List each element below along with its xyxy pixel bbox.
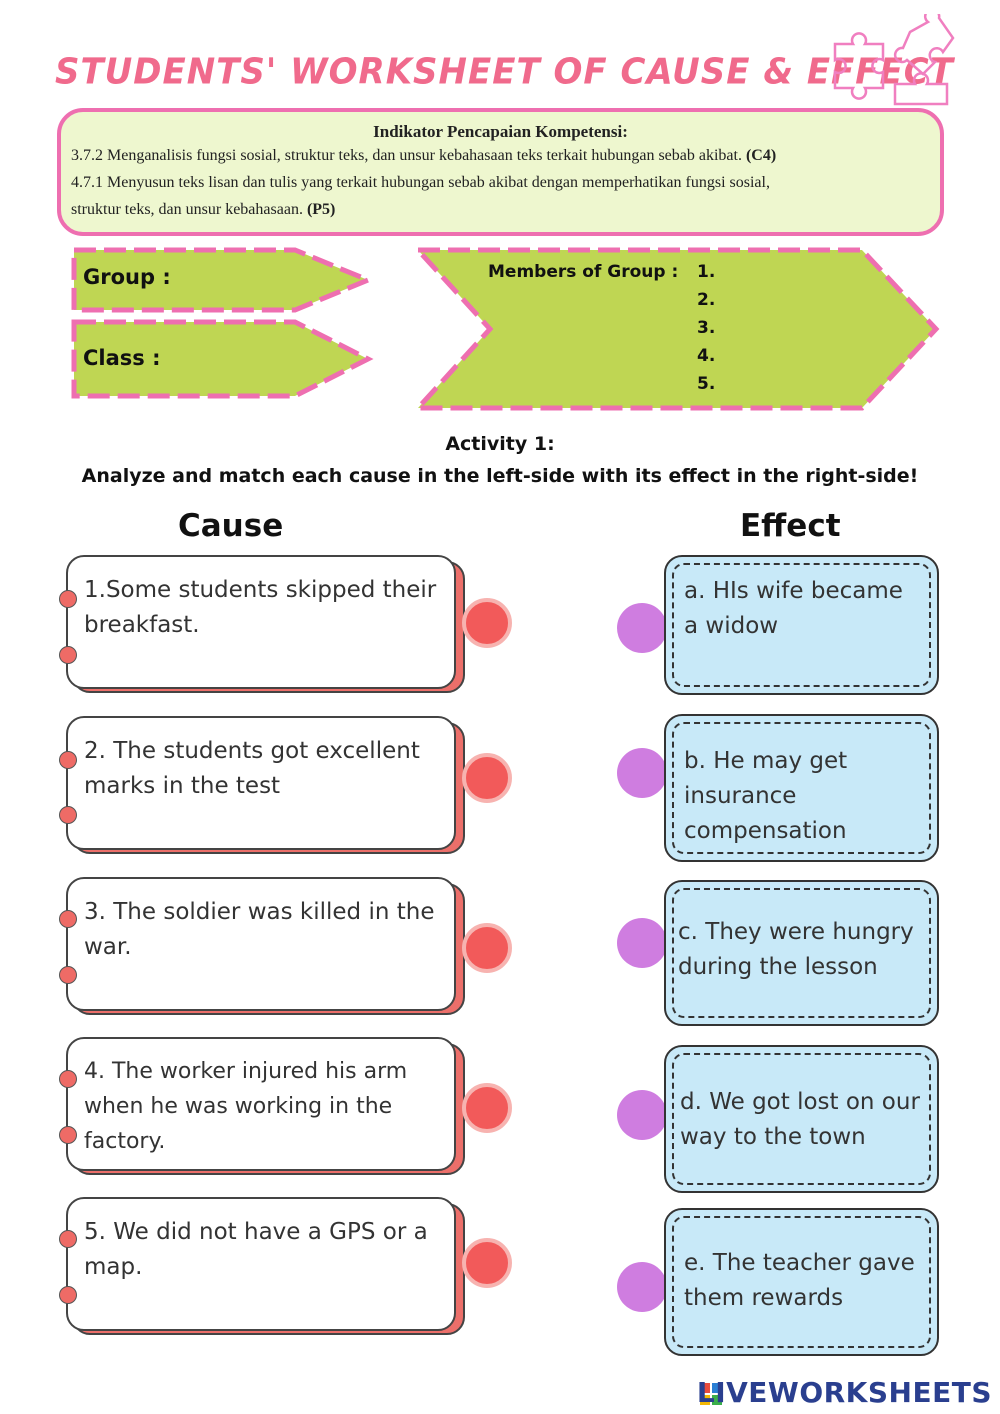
cause-match-point-5[interactable] [462, 1238, 512, 1288]
effect-text-e: e. The teacher gave them rewards [672, 1216, 931, 1348]
effect-match-point-d[interactable] [617, 1090, 667, 1140]
effect-heading: Effect [740, 508, 841, 544]
indicator-line-1: 3.7.2 Menganalisis fungsi sosial, struktur teks, dan unsur kebahasaan teks terkait hubungan sebab akibat. (C4) [71, 147, 777, 164]
cause-match-point-4[interactable] [462, 1083, 512, 1133]
indicator-line-3: struktur teks, dan unsur kebahasaan. (P5) [71, 201, 336, 218]
member-number-1: 1. [697, 262, 716, 282]
effect-text-d: d. We got lost on our way to the town [672, 1053, 931, 1185]
effect-card-d [664, 1045, 939, 1193]
effect-match-point-e[interactable] [617, 1262, 667, 1312]
cause-pin-dot [59, 1126, 77, 1144]
effect-match-point-a[interactable] [617, 603, 667, 653]
puzzle-pieces-icon [825, 14, 975, 114]
effect-card-c [664, 880, 939, 1026]
effect-text-b: b. He may get insurance compensation [672, 722, 931, 854]
cause-heading: Cause [178, 508, 284, 544]
cause-pin-dot [59, 910, 77, 928]
indicator-line-2: 4.7.1 Menyusun teks lisan dan tulis yang terkait hubungan sebab akibat dengan memperhatikan fungsi sosial, [71, 174, 770, 191]
cause-card-3: 3. The soldier was killed in the war. [66, 877, 456, 1011]
class-label: Class : [83, 346, 161, 370]
cause-card-1: 1.Some students skipped their breakfast. [66, 555, 456, 689]
competency-indicator-box [57, 108, 944, 236]
members-label: Members of Group : [488, 262, 679, 282]
cause-card-5: 5. We did not have a GPS or a map. [66, 1197, 456, 1331]
cause-pin-dot [59, 751, 77, 769]
activity-instruction: Analyze and match each cause in the left-side with its effect in the right-side! [81, 465, 919, 487]
indicator-heading: Indikator Pencapaian Kompetensi: [373, 122, 628, 141]
cause-match-point-1[interactable] [462, 598, 512, 648]
cause-pin-dot [59, 1286, 77, 1304]
liveworksheets-logo-text[interactable]: LIVEWORKSHEETS [696, 1376, 992, 1409]
effect-text-a: a. HIs wife became a widow [672, 563, 931, 687]
effect-card-a [664, 555, 939, 695]
group-label: Group : [83, 265, 171, 289]
cause-pin-dot [59, 966, 77, 984]
member-number-2: 2. [697, 290, 716, 310]
cause-pin-dot [59, 646, 77, 664]
effect-text-c: c. They were hungry during the lesson [672, 888, 931, 1018]
effect-card-e [664, 1208, 939, 1356]
cause-card-4: 4. The worker injured his arm when he was working in the factory. [66, 1037, 456, 1171]
cause-pin-dot [59, 590, 77, 608]
cause-card-2: 2. The students got excellent marks in the test [66, 716, 456, 850]
cause-pin-dot [59, 1230, 77, 1248]
worksheet-title: STUDENTS' WORKSHEET OF CAUSE & EFFECT [55, 51, 954, 93]
effect-match-point-c[interactable] [617, 918, 667, 968]
cause-pin-dot [59, 1070, 77, 1088]
activity-title: Activity 1: [445, 433, 555, 455]
member-number-4: 4. [697, 346, 716, 366]
cause-match-point-2[interactable] [462, 753, 512, 803]
cause-match-point-3[interactable] [462, 923, 512, 973]
cause-pin-dot [59, 806, 77, 824]
effect-card-b [664, 714, 939, 862]
effect-match-point-b[interactable] [617, 748, 667, 798]
member-number-5: 5. [697, 374, 716, 394]
member-number-3: 3. [697, 318, 716, 338]
